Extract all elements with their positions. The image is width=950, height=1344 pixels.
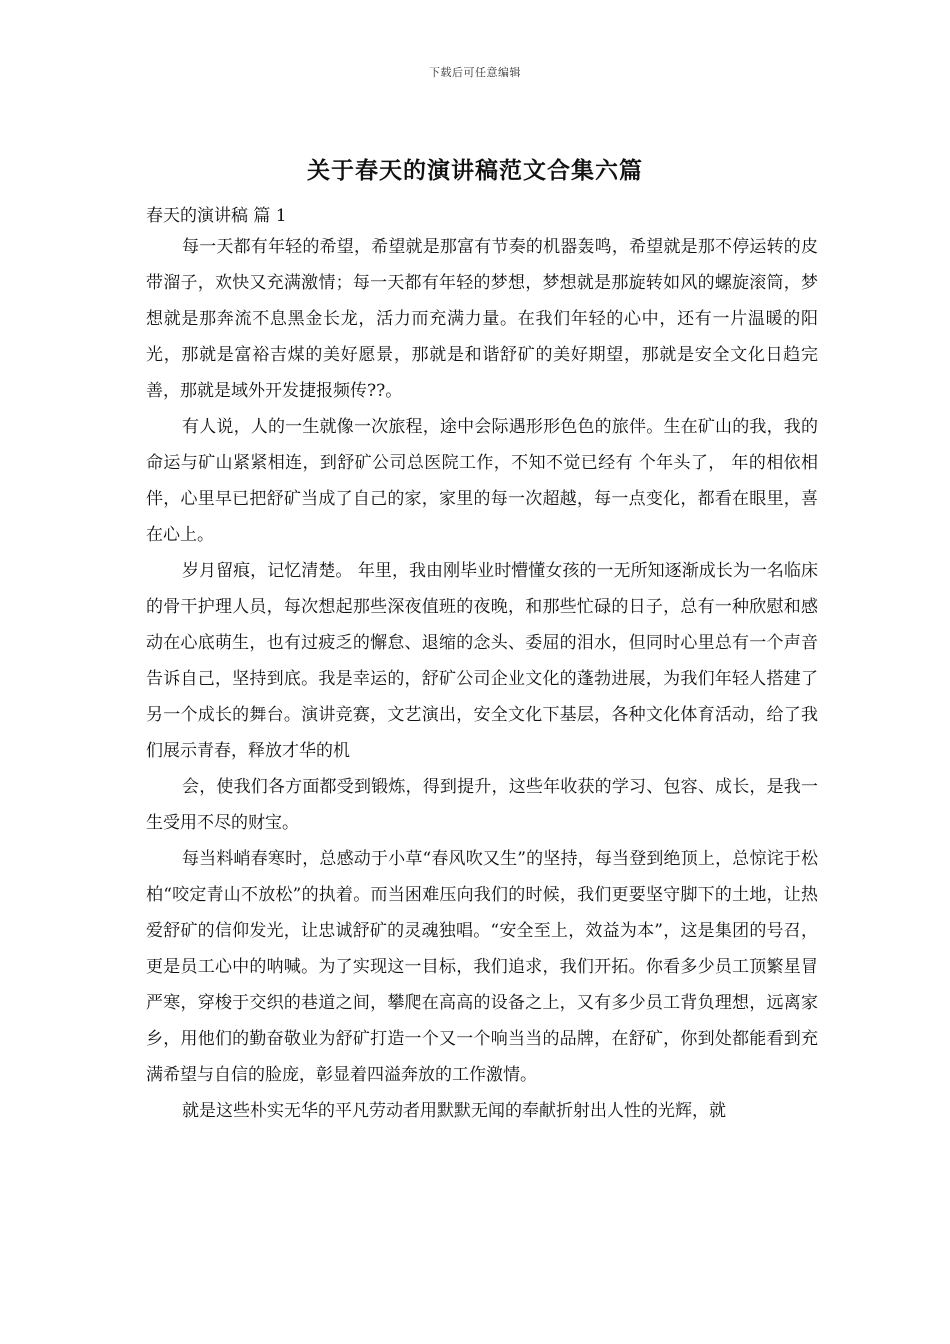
document-body xyxy=(146,229,818,1129)
paragraph: 每当料峭春寒时，总感动于小草“春风吹又生”的坚持，每当登到绝顶上，总惊诧于松柏“咬定青山不放松”的执着。而当困难压向我们的时候，我们更要坚守脚下的土地，让热爱舒矿的信仰发光，让忠诚舒矿的灵魂独唱。“安全至上，效益为本”，这是集团的号召，更是员工心中的呐喊。为了实现这一目标，我们追求，我们开拓。你看多少员工顶繁星冒严寒，穿梭于交织的巷道之间，攀爬在高高的设备之上，又有多少员工背负理想，远离家乡，用他们的勤奋敬业为舒矿打造一个又一个响当当的品牌，在舒矿，你到处都能看到充满希望与自信的脸庞，彰显着四溢奔放的工作激情。 xyxy=(146,849,818,1085)
paragraph: 每一天都有年轻的希望，希望就是那富有节奏的机器轰鸣，希望就是那不停运转的皮带溜子，欢快又充满激情；每一天都有年轻的梦想，梦想就是那旋转如风的螺旋滚筒，梦想就是那奔流不息黑金长龙，活力而充满力量。在我们年轻的心中，还有一片温暖的阳光，那就是富裕吉煤的美好愿景，那就是和谐舒矿的美好期望，那就是安全文化日趋完善，那就是域外开发捷报频传??。 xyxy=(146,237,818,401)
document-title: 关于春天的演讲稿范文合集六篇 xyxy=(307,157,643,184)
paragraph: 会，使我们各方面都受到锻炼，得到提升，这些年收获的学习、包容、成长，是我一生受用不尽的财宝。 xyxy=(146,777,818,833)
paragraph: 岁月留痕，记忆清楚。 年里，我由刚毕业时懵懂女孩的一无所知逐渐成长为一名临床的骨干护理人员，每次想起那些深夜值班的夜晚，和那些忙碌的日子，总有一种欣慰和感动在心底萌生，也有过疲乏的懈怠、退缩的念头、委屈的泪水，但同时心里总有一个声音告诉自己，坚持到底。我是幸运的，舒矿公司企业文化的蓬勃进展，为我们年轻人搭建了另一个成长的舞台。演讲竞赛，文艺演出，安全文化下基层，各种文化体育活动，给了我们展示青春，释放才华的机 xyxy=(146,561,818,761)
paragraph: 就是这些朴实无华的平凡劳动者用默默无闻的奉献折射出人性的光辉，就 xyxy=(182,1101,726,1121)
section-label: 春天的演讲稿 篇 1 xyxy=(146,206,287,226)
header-note: 下载后可任意编辑 xyxy=(429,66,521,79)
paragraph: 有人说，人的一生就像一次旅程，途中会际遇形形色色的旅伴。生在矿山的我，我的命运与矿山紧紧相连，到舒矿公司总医院工作，不知不觉已经有 个年头了， 年的相依相伴，心里早已把舒矿当成了自己的家，家里的每一次超越，每一点变化，都看在眼里，喜在心上。 xyxy=(146,417,818,545)
